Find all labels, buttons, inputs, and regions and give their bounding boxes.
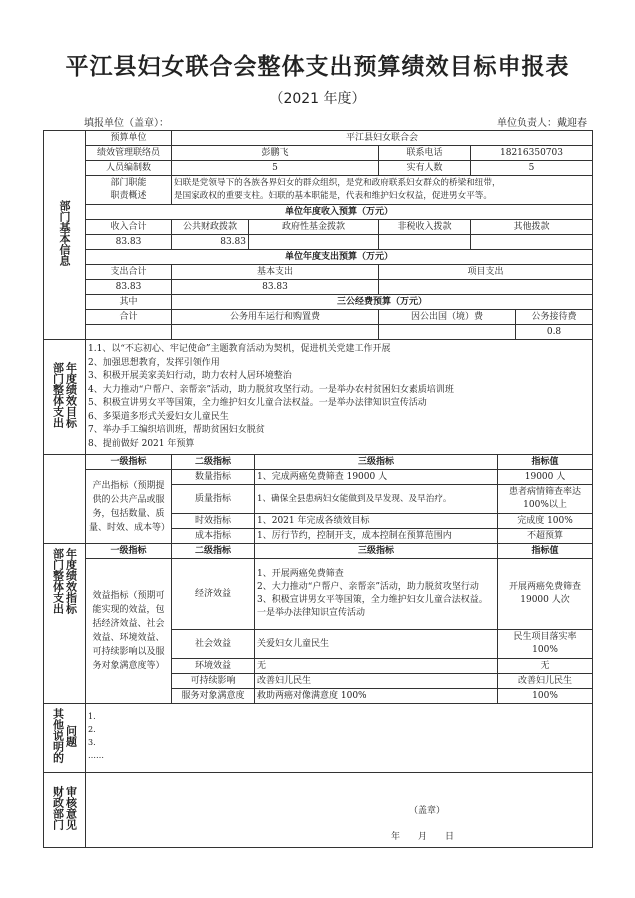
duty-label: 部门职能 职责概述: [86, 176, 172, 205]
expense-col: 基本支出: [172, 265, 379, 280]
indicator-header: 二级指标: [172, 544, 255, 559]
goal-item: 2、加强思想教育，发挥引领作用: [88, 357, 220, 368]
section-label-review: 财政部门 审核意见: [44, 773, 86, 848]
section-label-basic: 部门基本信息: [44, 131, 86, 340]
indicator-value: 改善妇儿民生: [498, 674, 593, 689]
expense-value: [379, 280, 593, 295]
level3: 关爱妇女儿童民生: [255, 630, 498, 659]
sangong-value: [172, 325, 379, 340]
income-value: [249, 235, 379, 250]
section-label-blank: [44, 455, 86, 544]
table-row: [44, 131, 593, 146]
income-header: 单位年度收入预算（万元）: [86, 205, 593, 220]
table-row: [44, 146, 593, 161]
unit-leader: 单位负责人：戴迎春: [497, 118, 587, 129]
expense-value: 83.83: [86, 280, 172, 295]
goal-item: 4、大力推动“户帮户、亲帮亲”活动，助力脱贫攻坚行动。一是举办农村贫困妇女素质培训班: [88, 384, 454, 395]
phone-value: 18216350703: [471, 146, 593, 161]
contact-label: 绩效管理联络员: [86, 146, 172, 161]
table-row: [44, 704, 593, 773]
indicator-header: 一级指标: [86, 455, 172, 470]
contact-value: 彭鹏飞: [172, 146, 379, 161]
indicator-value: 完成度 100%: [498, 514, 593, 529]
goal-item: 8、提前做好 2021 年预算: [88, 438, 195, 449]
seal-placeholder: （盖章）: [409, 806, 446, 816]
output-level1: 产出指标（预期提供的公共产品或服务，包括数量、质量、时效、成本等）: [86, 470, 172, 544]
sangong-header: 三公经费预算（万元）: [172, 295, 593, 310]
table-row: [44, 280, 593, 295]
level3: 1、完成两癌免费筛查 19000 人: [255, 470, 498, 485]
level2: 环境效益: [172, 659, 255, 674]
staff-value: 5: [172, 161, 379, 176]
budget-unit-value: 平江县妇女联合会: [172, 131, 593, 146]
fill-unit-label: 填报单位（盖章）：: [84, 118, 169, 129]
review-date: 年 月 日: [391, 832, 455, 842]
level2: 成本指标: [172, 529, 255, 544]
level2: 质量指标: [172, 485, 255, 514]
sangong-col: 公务用车运行和购置费: [172, 310, 379, 325]
performance-form-table: [43, 130, 593, 848]
indicator-value: 患者病情筛查率达100%以上: [498, 485, 593, 514]
indicator-value: 开展两癌免费筛查 19000 人次: [498, 559, 593, 630]
level3: 1、2021 年完成各绩效目标: [255, 514, 498, 529]
level2: 可持续影响: [172, 674, 255, 689]
table-row: [44, 161, 593, 176]
page-title: 平江县妇女联合会整体支出预算绩效目标申报表: [65, 54, 570, 80]
section-label-other: 其他说明的 问题: [44, 704, 86, 773]
income-col: 政府性基金拨款: [249, 220, 379, 235]
income-value: [471, 235, 593, 250]
review-opinion[interactable]: [86, 773, 593, 848]
table-row: [44, 325, 593, 340]
table-row: [44, 220, 593, 235]
table-row: [44, 176, 593, 205]
actual-staff-value: 5: [471, 161, 593, 176]
level2: 时效指标: [172, 514, 255, 529]
section-label-goals: 部门整体支出 年度绩效目标: [44, 340, 86, 455]
goal-item: 7、举办手工编织培训班，帮助贫困妇女脱贫: [88, 425, 265, 435]
table-row: [44, 773, 593, 848]
section-label-indicators: 部门整体支出 年度绩效指标: [44, 544, 86, 704]
staff-label: 人员编制数: [86, 161, 172, 176]
goal-item: 6、多渠道多形式关爱妇女儿童民生: [88, 411, 229, 422]
table-row: [44, 310, 593, 325]
goal-item: 1.1、以“不忘初心、牢记使命”主题教育活动为契机，促进机关党建工作开展: [88, 344, 391, 354]
level2: 经济效益: [172, 559, 255, 630]
indicator-value: 无: [498, 659, 593, 674]
level3: 1、开展两癌免费筛查 2、大力推动“户帮户、亲帮亲”活动，助力脱贫攻坚行动 3、积极宣讲男女平等国策，全力维护妇女儿童合法权益。一是举办法律知识宣传活动: [255, 559, 498, 630]
duty-description: 妇联是党领导下的各族各界妇女的群众组织，是党和政府联系妇女群众的桥梁和纽带， 是国家政权的重要支柱。妇联的基本职能是，代表和维护妇女权益，促进男女平等。: [172, 176, 593, 205]
sangong-col: 公务接待费: [516, 310, 593, 325]
income-col: 收入合计: [86, 220, 172, 235]
table-row: [44, 295, 593, 310]
level3: 1、确保全县患病妇女能做到及早发现、及早治疗。: [255, 485, 498, 514]
income-value: [379, 235, 471, 250]
sangong-value: 0.8: [516, 325, 593, 340]
expense-value: 83.83: [172, 280, 379, 295]
income-col: 非税收入拨款: [379, 220, 471, 235]
benefit-level1: 效益指标（预期可能实现的效益，包括经济效益、社会效益、环境效益、可持续影响以及服务对象满意度等）: [86, 559, 172, 704]
sangong-value: [86, 325, 172, 340]
indicator-value: 民生项目落实率 100%: [498, 630, 593, 659]
goal-item: 3、积极开展美家美妇行动，助力农村人居环境整治: [88, 371, 292, 381]
page-subtitle: （2021 年度）: [269, 91, 366, 107]
sangong-col: 合计: [86, 310, 172, 325]
actual-staff-label: 实有人数: [379, 161, 471, 176]
phone-label: 联系电话: [379, 146, 471, 161]
goal-item: 5、积极宣讲男女平等国策，全力维护妇女儿童合法权益。一是举办法律知识宣传活动: [88, 398, 427, 408]
indicator-header: 三级指标: [255, 544, 498, 559]
sangong-col: 因公出国（境）费: [379, 310, 516, 325]
level2: 数量指标: [172, 470, 255, 485]
level3: 救助两癌对像满意度 100%: [255, 689, 498, 704]
indicator-header: 三级指标: [255, 455, 498, 470]
goals-list: [86, 340, 593, 455]
income-value: 83.83: [172, 235, 249, 250]
indicator-value: 不超预算: [498, 529, 593, 544]
table-row: [44, 265, 593, 280]
level3: 无: [255, 659, 498, 674]
table-row: [44, 544, 593, 559]
budget-unit-label: 预算单位: [86, 131, 172, 146]
expense-header: 单位年度支出预算（万元）: [86, 250, 593, 265]
table-row: [44, 455, 593, 470]
income-col: 其他拨款: [471, 220, 593, 235]
indicator-header: 指标值: [498, 455, 593, 470]
level3: 改善妇儿民生: [255, 674, 498, 689]
indicator-header: 指标值: [498, 544, 593, 559]
indicator-header: 一级指标: [86, 544, 172, 559]
other-notes[interactable]: 1. 2. 3. ……: [86, 704, 593, 773]
income-col: 公共财政拨款: [172, 220, 249, 235]
table-row: [44, 235, 593, 250]
level2: 服务对象满意度: [172, 689, 255, 704]
indicator-header: 二级指标: [172, 455, 255, 470]
table-row: [44, 470, 593, 485]
table-row: [44, 250, 593, 265]
level3: 1、厉行节约，控制开支，成本控制在预算范围内: [255, 529, 498, 544]
sangong-value: [379, 325, 516, 340]
of-which-label: 其中: [86, 295, 172, 310]
indicator-value: 100%: [498, 689, 593, 704]
table-row: [44, 205, 593, 220]
expense-col: 支出合计: [86, 265, 172, 280]
income-value: 83.83: [86, 235, 172, 250]
table-row: [44, 559, 593, 630]
level2: 社会效益: [172, 630, 255, 659]
table-row: [44, 340, 593, 455]
indicator-value: 19000 人: [498, 470, 593, 485]
expense-col: 项目支出: [379, 265, 593, 280]
